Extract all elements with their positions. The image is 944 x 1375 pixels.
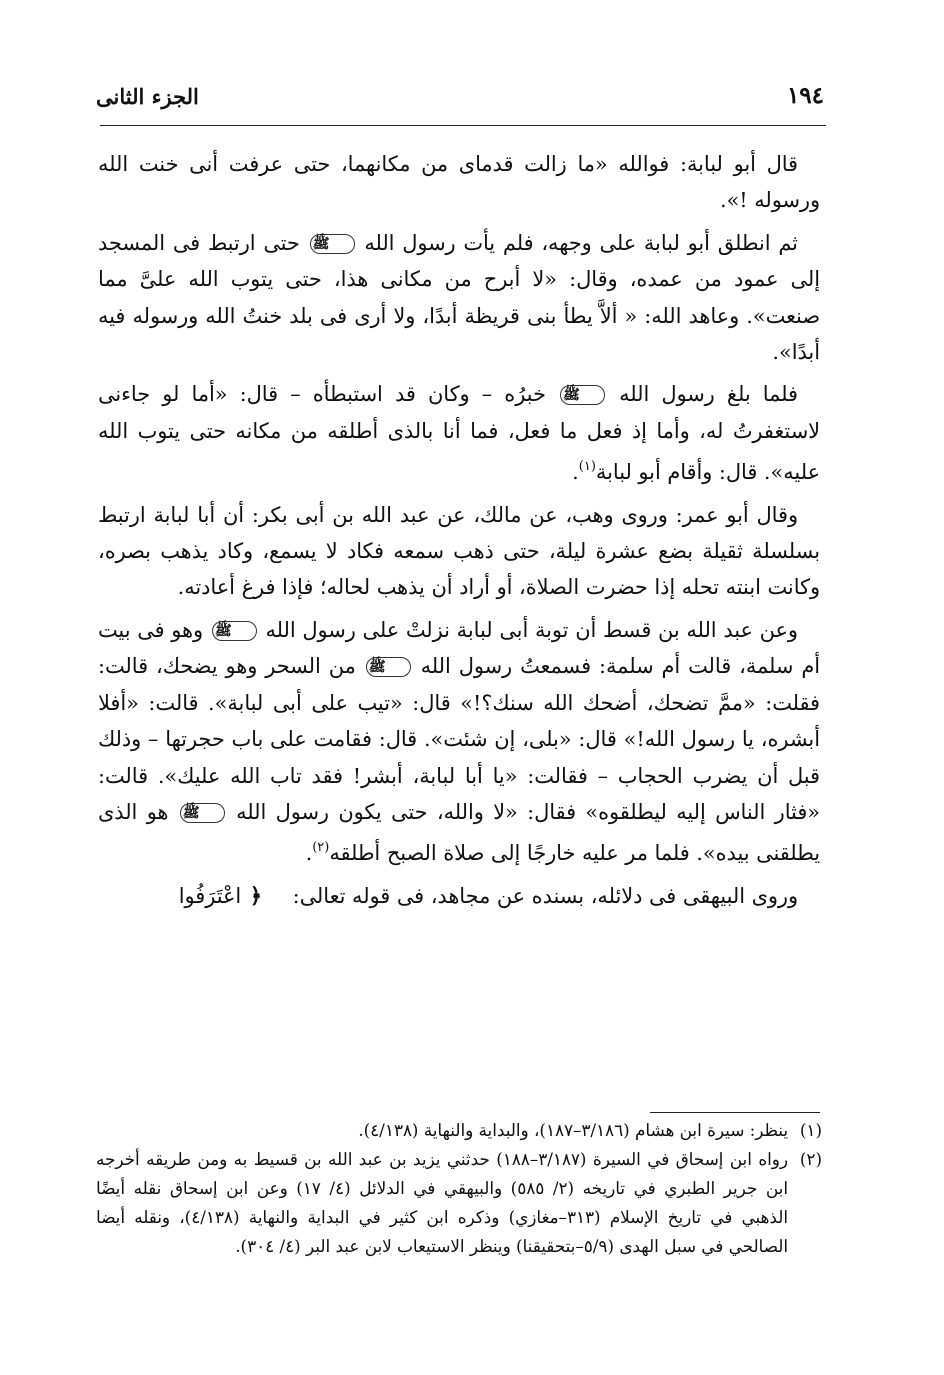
paragraph-text: ثم انطلق أبو لبابة على وجهه، فلم يأت رسول الله [364, 230, 798, 255]
paragraph [98, 497, 820, 606]
page-number: ١٩٤ [786, 82, 824, 109]
paragraph-text: وعن عبد الله بن قسط أن توبة أبى لبابة نزلتْ على رسول الله [265, 617, 798, 642]
paragraph [98, 146, 820, 219]
footnote-number: (١) [799, 1120, 822, 1140]
salla-honorific-icon: ﷺ [366, 657, 411, 677]
salla-honorific-icon: ﷺ [310, 234, 355, 254]
punctuation: . [305, 841, 313, 866]
quran-verse-text: اعْتَرَفُوا [178, 883, 242, 908]
header-divider [100, 125, 826, 126]
quran-open-bracket-icon: ﴿ [249, 882, 262, 908]
footnote-reference[interactable]: (٢) [312, 840, 330, 856]
paragraph-text: وروى البيهقى فى دلائله، بسنده عن مجاهد، فى قوله تعالى: [292, 883, 798, 908]
paragraph-text: من السحر وهو يضحك، قالت: فقلت: «ممَّ تضحك، أضحك الله سنك؟!» قال: «تيب على أبى لبابة». قالت: «أفلا أبشره، يا رسول الله!» قال: «بلى، إن شئت». قال: فقامت على باب حجرتها – وذلك قبل أن يضرب الحجاب – فقالت: «يا أبا لبابة، أبشر! فقد تاب الله عليك». قالت: «فثار الناس إليه ليطلقوه» فقال: «لا والله، حتى يكون رسول الله [98, 654, 820, 824]
paragraph-text: فلما بلغ رسول الله [619, 382, 798, 407]
salla-honorific-icon: ﷺ [212, 621, 257, 641]
page-header [96, 78, 824, 122]
salla-honorific-icon: ﷺ [180, 803, 225, 823]
footnote-reference[interactable]: (١) [578, 459, 596, 475]
footnote-text: رواه ابن إسحاق في السيرة (٣/١٨٧–١٨٨) حدثني يزيد بن عبد الله بن قسيط به ومن طريقه أخرجه ابن جرير الطبري في تاريخه (٢/ ٥٨٥) والبيهقي في الدلائل (٤/ ١٧) وعن ابن إسحاق نقله أيضًا الذهبي في تاريخ الإسلام (٣١٣–مغازي) وذكره ابن كثير في البداية والنهاية (٤/١٣٨)، ونقله أيضا الصالحي في سبل الهدى (٥/٩–بتحقيقنا) وينظر الاستيعاب لابن عبد البر (٤/ ٣٠٤). [96, 1149, 788, 1256]
paragraph [98, 612, 820, 872]
main-text [98, 146, 820, 920]
paragraph [98, 225, 820, 371]
footnote-item [96, 1145, 822, 1261]
footnote-divider [650, 1112, 820, 1113]
paragraph-text: وقال أبو عمر: وروى وهب، عن مالك، عن عبد الله بن أبى بكر: أن أبا لبابة ارتبط بسلسلة ثقيلة بضع عشرة ليلة، حتى ذهب سمعه فكاد لا يسمع، وكاد يذهب بصره، وكانت ابنته تحله إذا حضرت الصلاة، أو أراد أن يذهب لحاله؛ فإذا فرغ أعادته. [98, 502, 820, 600]
running-header-title: الجزء الثانى [96, 84, 199, 109]
paragraph-text: حتى ارتبط فى المسجد إلى عمود من عمده، وقال: «لا أبرح من مكانى هذا، حتى يتوب الله علىَّ مما صنعت». وعاهد الله: « ألاَّ يطأ بنى قريظة أبدًا، ولا أرى فى بلد خنتُ الله ورسوله فيه أبدًا». [98, 230, 820, 365]
paragraph-text: وهو فى بيت أم سلمة، قالت أم سلمة: فسمعتُ رسول الله [98, 617, 820, 679]
footnote-number: (٢) [799, 1149, 822, 1169]
salla-honorific-icon: ﷺ [560, 385, 605, 405]
footnotes [96, 1116, 822, 1261]
paragraph [98, 376, 820, 490]
punctuation: . [572, 460, 579, 485]
footnote-text: ينظر: سيرة ابن هشام (٣/١٨٦–١٨٧)، والبداية والنهاية (٤/١٣٨). [358, 1120, 788, 1140]
paragraph-text: خبرُه – وكان قد استبطأه – قال: «أما لو جاءنى لاستغفرتُ له، وأما إذ فعل ما فعل، فما أنا بالذى أطلقه من مكانه حتى يتوب الله عليه». قال: وأقام أبو لبابة [98, 382, 820, 485]
footnote-item [96, 1116, 822, 1145]
paragraph-text: قال أبو لبابة: فوالله «ما زالت قدماى من مكانهما، حتى عرفت أنى خنت الله ورسوله !». [98, 152, 820, 213]
paragraph [98, 878, 820, 914]
paragraph-text: هو الذى يطلقنى بيده». فلما مر عليه خارجًا إلى صلاة الصبح أطلقه [98, 799, 820, 866]
